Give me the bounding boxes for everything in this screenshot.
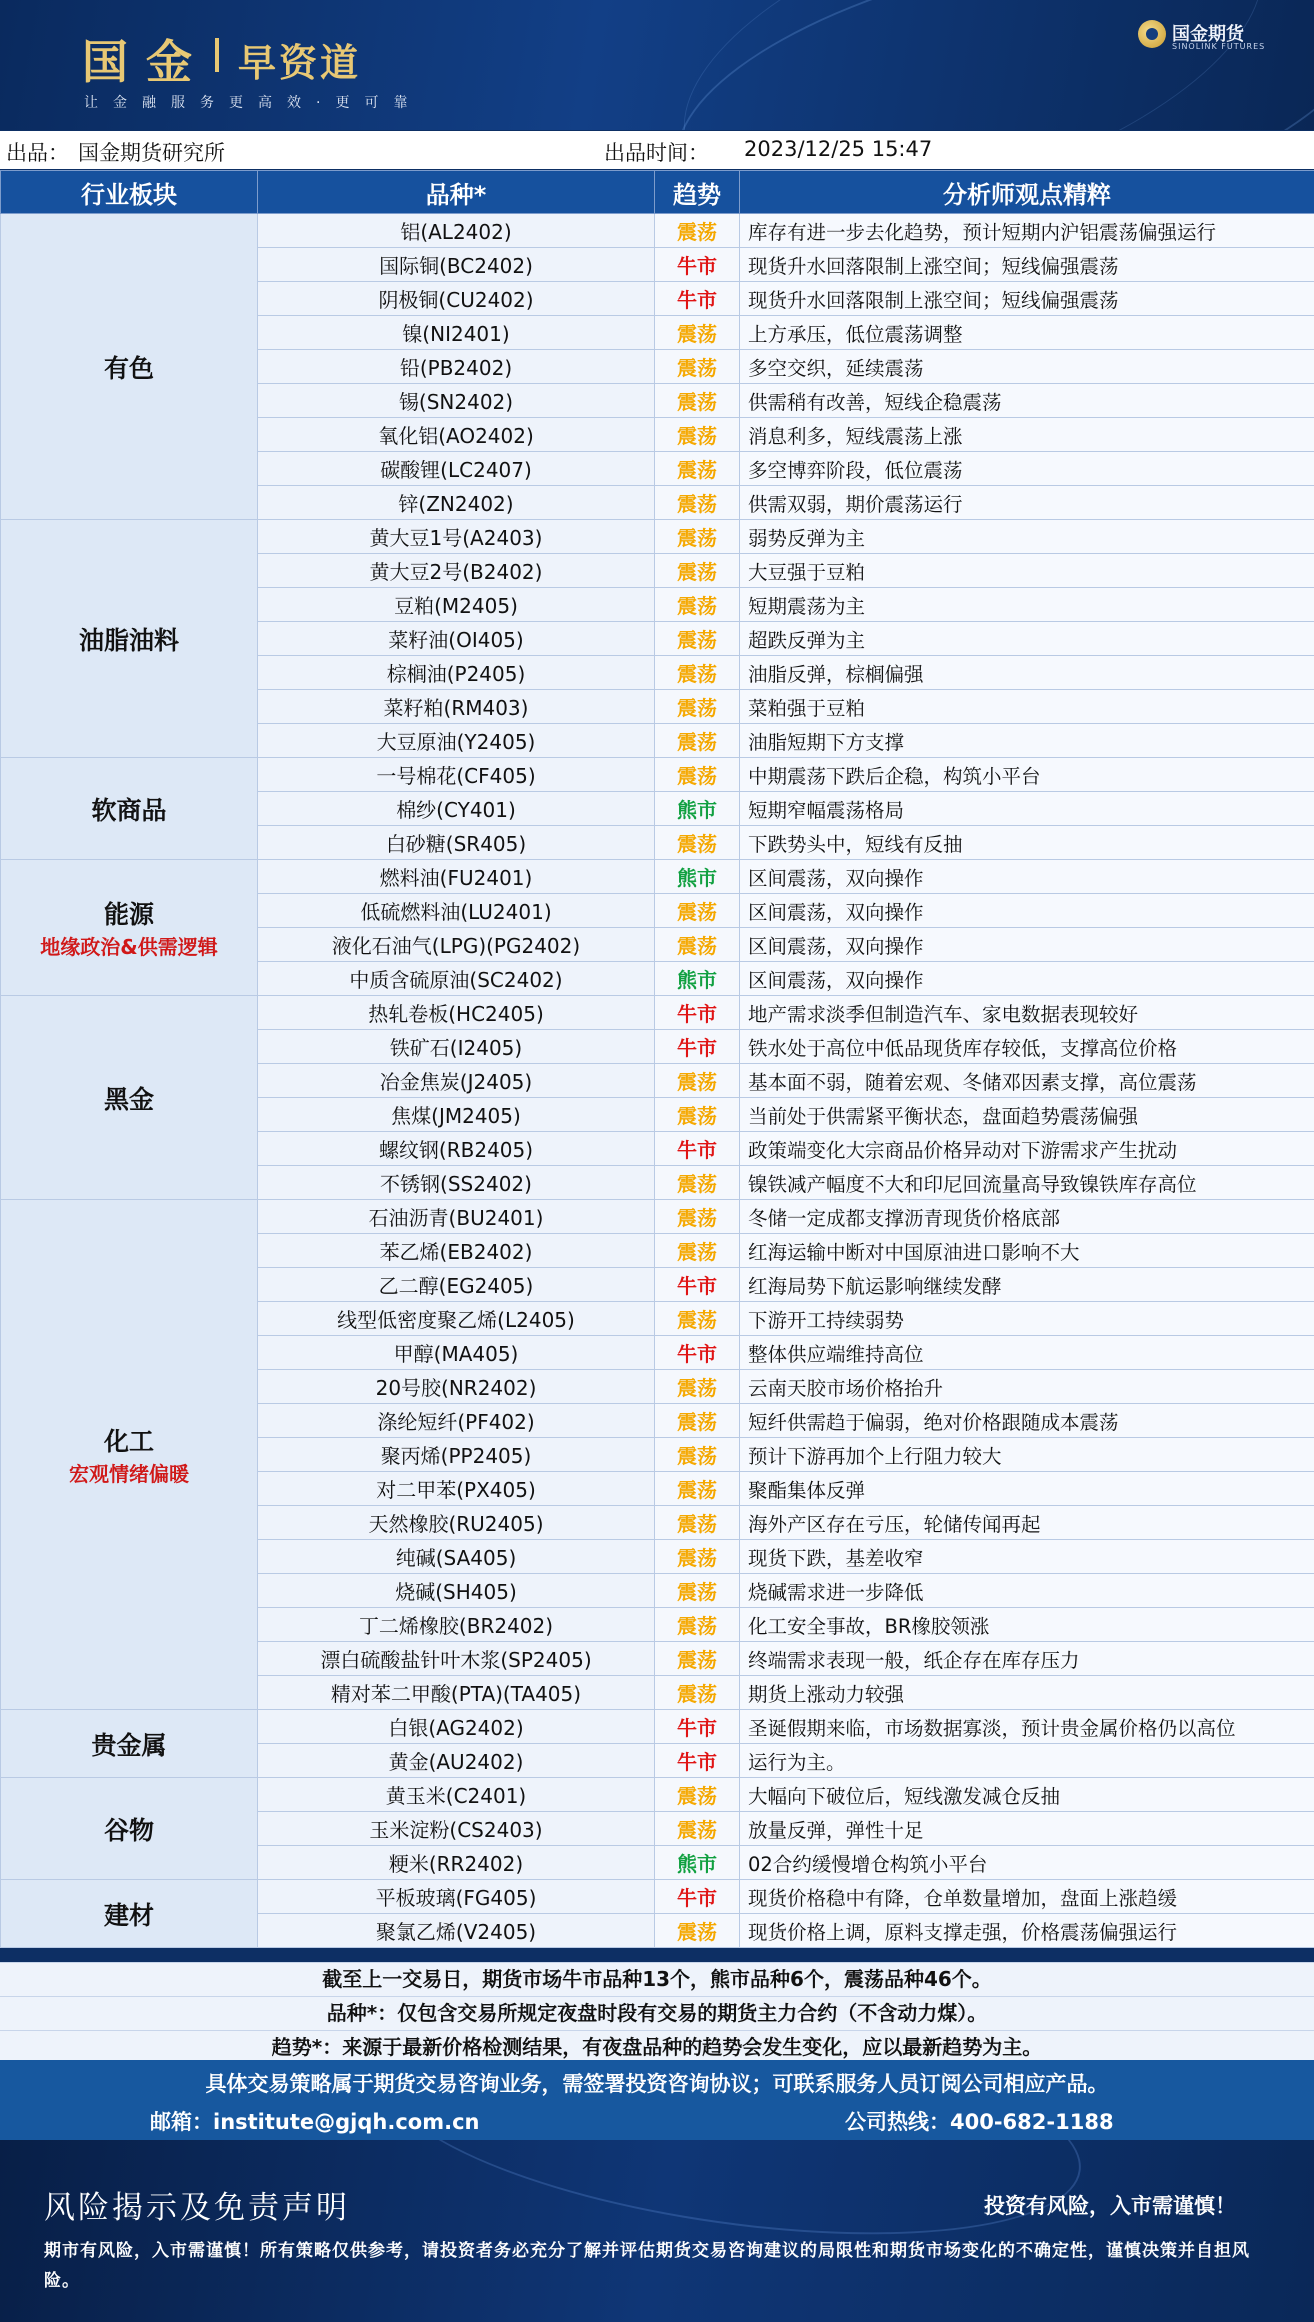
producer-value: 国金期货研究所	[78, 141, 225, 165]
sector-name: 软商品	[91, 795, 167, 825]
trend-value: 震荡	[655, 1676, 740, 1710]
analyst-view: 整体供应端维持高位	[740, 1336, 1314, 1370]
item-name: 低硫燃料油(LU2401)	[258, 894, 655, 928]
analyst-view: 终端需求表现一般，纸企存在库存压力	[740, 1642, 1314, 1676]
item-name: 棉纱(CY401)	[258, 792, 655, 826]
analyst-view: 供需双弱，期价震荡运行	[740, 486, 1314, 520]
trend-value: 牛市	[655, 1880, 740, 1914]
item-name: 一号棉花(CF405)	[258, 758, 655, 792]
trend-value: 震荡	[655, 418, 740, 452]
table-row	[1, 996, 1314, 1030]
item-name: 白银(AG2402)	[258, 1710, 655, 1744]
analyst-view: 供需稍有改善，短线企稳震荡	[740, 384, 1314, 418]
table-row	[1, 758, 1314, 792]
trend-value: 牛市	[655, 1030, 740, 1064]
item-name: 棕榈油(P2405)	[258, 656, 655, 690]
trend-value: 震荡	[655, 724, 740, 758]
sector-name: 谷物	[103, 1815, 154, 1845]
analyst-view: 库存有进一步去化趋势，预计短期内沪铝震荡偏强运行	[740, 214, 1314, 248]
analyst-view: 地产需求淡季但制造汽车、家电数据表现较好	[740, 996, 1314, 1030]
table-header-row	[1, 171, 1314, 214]
analyst-view: 现货升水回落限制上涨空间；短线偏强震荡	[740, 282, 1314, 316]
item-name: 苯乙烯(EB2402)	[258, 1234, 655, 1268]
sector-name: 建材	[103, 1900, 154, 1930]
brand-logo-text: 国金	[82, 35, 210, 89]
analyst-view: 圣诞假期来临，市场数据寡淡，预计贵金属价格仍以高位	[740, 1710, 1314, 1744]
trend-value: 震荡	[655, 316, 740, 350]
trend-value: 震荡	[655, 554, 740, 588]
item-name: 黄大豆1号(A2403)	[258, 520, 655, 554]
sector-name: 油脂油料	[78, 625, 179, 655]
summary-line: 截至上一交易日，期货市场牛市品种13个，熊市品种6个，震荡品种46个。	[0, 1962, 1314, 1996]
trend-value: 震荡	[655, 1642, 740, 1676]
trend-value: 熊市	[655, 1846, 740, 1880]
trend-value: 震荡	[655, 1166, 740, 1200]
sector-cell	[1, 860, 258, 996]
trend-value: 震荡	[655, 690, 740, 724]
sector-cell	[1, 758, 258, 860]
analyst-view: 镍铁减产幅度不大和印尼回流量高导致镍铁库存高位	[740, 1166, 1314, 1200]
disclaimer-title: 风险揭示及免责声明	[44, 2190, 350, 2226]
sector-cell	[1, 1200, 258, 1710]
trend-value: 震荡	[655, 758, 740, 792]
analyst-view: 红海局势下航运影响继续发酵	[740, 1268, 1314, 1302]
analyst-view: 区间震荡，双向操作	[740, 962, 1314, 996]
table-row	[1, 520, 1314, 554]
analyst-view: 油脂反弹，棕榈偏强	[740, 656, 1314, 690]
trend-value: 震荡	[655, 1506, 740, 1540]
analyst-view: 预计下游再加个上行阻力较大	[740, 1438, 1314, 1472]
analyst-view: 放量反弹，弹性十足	[740, 1812, 1314, 1846]
trend-value: 牛市	[655, 1132, 740, 1166]
trend-value: 牛市	[655, 996, 740, 1030]
item-name: 丁二烯橡胶(BR2402)	[258, 1608, 655, 1642]
trend-value: 震荡	[655, 520, 740, 554]
table-row	[1, 860, 1314, 894]
trend-value: 震荡	[655, 1064, 740, 1098]
trend-value: 熊市	[655, 860, 740, 894]
hotline-text: 公司热线：400-682-1188	[845, 2110, 1114, 2134]
analyst-view: 期货上涨动力较强	[740, 1676, 1314, 1710]
analyst-view: 烧碱需求进一步降低	[740, 1574, 1314, 1608]
table-row	[1, 1710, 1314, 1744]
item-name: 豆粕(M2405)	[258, 588, 655, 622]
item-name: 铁矿石(I2405)	[258, 1030, 655, 1064]
header-banner	[0, 0, 1314, 130]
sector-cell	[1, 996, 258, 1200]
table-row	[1, 214, 1314, 248]
analyst-view: 基本面不弱，随着宏观、冬储邓因素支撑，高位震荡	[740, 1064, 1314, 1098]
trend-value: 熊市	[655, 962, 740, 996]
trend-value: 震荡	[655, 350, 740, 384]
analyst-view: 下游开工持续弱势	[740, 1302, 1314, 1336]
trend-value: 震荡	[655, 1098, 740, 1132]
trend-value: 熊市	[655, 792, 740, 826]
analyst-view: 区间震荡，双向操作	[740, 860, 1314, 894]
trend-value: 震荡	[655, 1778, 740, 1812]
analyst-view: 现货下跌，基差收窄	[740, 1540, 1314, 1574]
item-name: 黄玉米(C2401)	[258, 1778, 655, 1812]
trend-value: 震荡	[655, 656, 740, 690]
trend-value: 震荡	[655, 1404, 740, 1438]
contact-bar	[0, 2060, 1314, 2140]
trend-value: 牛市	[655, 282, 740, 316]
trend-value: 牛市	[655, 1336, 740, 1370]
time-value: 2023/12/25 15:47	[744, 137, 933, 161]
brand-slogan: 让金融服务更高效·更可靠	[84, 95, 423, 111]
sector-cell	[1, 1880, 258, 1948]
summary-block	[0, 1962, 1314, 2064]
item-name: 精对苯二甲酸(PTA)(TA405)	[258, 1676, 655, 1710]
sector-name: 能源	[103, 900, 154, 929]
trend-value: 震荡	[655, 1540, 740, 1574]
sector-cell	[1, 520, 258, 758]
item-name: 国际铜(BC2402)	[258, 248, 655, 282]
item-name: 聚丙烯(PP2405)	[258, 1438, 655, 1472]
trend-value: 震荡	[655, 1370, 740, 1404]
item-name: 涤纶短纤(PF402)	[258, 1404, 655, 1438]
analyst-view: 弱势反弹为主	[740, 520, 1314, 554]
analyst-view: 02合约缓慢增仓构筑小平台	[740, 1846, 1314, 1880]
analyst-view: 上方承压，低位震荡调整	[740, 316, 1314, 350]
table-row	[1, 1778, 1314, 1812]
strategy-note: 具体交易策略属于期货交易咨询业务，需签署投资咨询协议；可联系服务人员订阅公司相应产品。	[205, 2072, 1109, 2096]
corp-name: 国金期货	[1172, 24, 1244, 45]
summary-line: 品种*：仅包含交易所规定夜盘时段有交易的期货主力合约（不含动力煤）。	[0, 1996, 1314, 2030]
item-name: 不锈钢(SS2402)	[258, 1166, 655, 1200]
producer-label: 出品：	[6, 141, 69, 165]
analyst-view: 政策端变化大宗商品价格异动对下游需求产生扰动	[740, 1132, 1314, 1166]
item-name: 碳酸锂(LC2407)	[258, 452, 655, 486]
trend-value: 震荡	[655, 1438, 740, 1472]
item-name: 线型低密度聚乙烯(L2405)	[258, 1302, 655, 1336]
trend-value: 震荡	[655, 1608, 740, 1642]
trend-value: 震荡	[655, 214, 740, 248]
analyst-view: 多空交织，延续震荡	[740, 350, 1314, 384]
item-name: 大豆原油(Y2405)	[258, 724, 655, 758]
item-name: 对二甲苯(PX405)	[258, 1472, 655, 1506]
sector-note: 宏观情绪偏暖	[69, 1462, 189, 1486]
trend-value: 震荡	[655, 452, 740, 486]
sector-note: 地缘政治&供需逻辑	[40, 935, 218, 959]
analyst-view: 现货价格上调，原料支撑走强，价格震荡偏强运行	[740, 1914, 1314, 1948]
sector-name: 化工	[103, 1427, 154, 1456]
sector-name: 黑金	[103, 1084, 154, 1114]
item-name: 铅(PB2402)	[258, 350, 655, 384]
disclaimer-text: 期市有风险，入市需谨慎！所有策略仅供参考，请投资者务必充分了解并评估期货交易咨询建议的局限性和期货市场变化的不确定性，谨慎决策并自担风险。	[44, 2241, 1250, 2291]
item-name: 菜籽油(OI405)	[258, 622, 655, 656]
item-name: 铝(AL2402)	[258, 214, 655, 248]
item-name: 漂白硫酸盐针叶木浆(SP2405)	[258, 1642, 655, 1676]
item-name: 镍(NI2401)	[258, 316, 655, 350]
analyst-view: 化工安全事故，BR橡胶领涨	[740, 1608, 1314, 1642]
analyst-view: 油脂短期下方支撑	[740, 724, 1314, 758]
analyst-view: 短纤供需趋于偏弱，绝对价格跟随成本震荡	[740, 1404, 1314, 1438]
trend-value: 牛市	[655, 1710, 740, 1744]
analyst-view: 多空博弈阶段，低位震荡	[740, 452, 1314, 486]
corp-english-name: SINOLINK FUTURES	[1172, 42, 1266, 51]
item-name: 乙二醇(EG2405)	[258, 1268, 655, 1302]
sector-name: 有色	[103, 353, 154, 383]
analyst-view: 铁水处于高位中低品现货库存较低，支撑高位价格	[740, 1030, 1314, 1064]
brand-column-name: 早资道	[238, 41, 362, 85]
trend-value: 震荡	[655, 1234, 740, 1268]
trend-value: 震荡	[655, 1574, 740, 1608]
analyst-view: 超跌反弹为主	[740, 622, 1314, 656]
item-name: 天然橡胶(RU2405)	[258, 1506, 655, 1540]
corp-logo-icon	[1138, 20, 1166, 48]
brand-separator	[215, 38, 219, 72]
analyst-view: 现货价格稳中有降，仓单数量增加，盘面上涨趋缓	[740, 1880, 1314, 1914]
item-name: 冶金焦炭(J2405)	[258, 1064, 655, 1098]
trend-value: 牛市	[655, 1268, 740, 1302]
analyst-view: 短期窄幅震荡格局	[740, 792, 1314, 826]
header-item: 品种*	[258, 171, 655, 214]
item-name: 纯碱(SA405)	[258, 1540, 655, 1574]
analyst-view: 红海运输中断对中国原油进口影响不大	[740, 1234, 1314, 1268]
analyst-view: 聚酯集体反弹	[740, 1472, 1314, 1506]
analyst-view: 短期震荡为主	[740, 588, 1314, 622]
item-name: 黄大豆2号(B2402)	[258, 554, 655, 588]
trend-value: 震荡	[655, 1472, 740, 1506]
trend-value: 震荡	[655, 1302, 740, 1336]
item-name: 热轧卷板(HC2405)	[258, 996, 655, 1030]
email-text: 邮箱：institute@gjqh.com.cn	[150, 2110, 480, 2134]
analyst-view: 中期震荡下跌后企稳，构筑小平台	[740, 758, 1314, 792]
trend-value: 震荡	[655, 1914, 740, 1948]
item-name: 焦煤(JM2405)	[258, 1098, 655, 1132]
item-name: 锌(ZN2402)	[258, 486, 655, 520]
item-name: 螺纹钢(RB2405)	[258, 1132, 655, 1166]
trend-value: 震荡	[655, 826, 740, 860]
analyst-view: 当前处于供需紧平衡状态，盘面趋势震荡偏强	[740, 1098, 1314, 1132]
analyst-view: 大豆强于豆粕	[740, 554, 1314, 588]
item-name: 阴极铜(CU2402)	[258, 282, 655, 316]
sector-name: 贵金属	[91, 1730, 167, 1760]
analyst-view: 区间震荡，双向操作	[740, 928, 1314, 962]
analyst-view: 现货升水回落限制上涨空间；短线偏强震荡	[740, 248, 1314, 282]
table-row	[1, 1880, 1314, 1914]
item-name: 中质含硫原油(SC2402)	[258, 962, 655, 996]
analyst-view: 云南天胶市场价格抬升	[740, 1370, 1314, 1404]
item-name: 氧化铝(AO2402)	[258, 418, 655, 452]
item-name: 白砂糖(SR405)	[258, 826, 655, 860]
analyst-view: 冬储一定成都支撑沥青现货价格底部	[740, 1200, 1314, 1234]
item-name: 甲醇(MA405)	[258, 1336, 655, 1370]
item-name: 平板玻璃(FG405)	[258, 1880, 655, 1914]
trend-value: 震荡	[655, 384, 740, 418]
trend-value: 震荡	[655, 1812, 740, 1846]
analyst-view: 海外产区存在亏压，轮储传闻再起	[740, 1506, 1314, 1540]
disclaimer-banner	[0, 2140, 1314, 2322]
summary-line: 趋势*：来源于最新价格检测结果，有夜盘品种的趋势会发生变化，应以最新趋势为主。	[0, 2030, 1314, 2064]
trend-value: 震荡	[655, 486, 740, 520]
time-label: 出品时间：	[604, 141, 709, 165]
item-name: 燃料油(FU2401)	[258, 860, 655, 894]
header-sector: 行业板块	[1, 171, 258, 214]
trend-value: 震荡	[655, 588, 740, 622]
trend-value: 震荡	[655, 928, 740, 962]
sector-cell	[1, 1710, 258, 1778]
analyst-view: 消息利多，短线震荡上涨	[740, 418, 1314, 452]
analyst-view: 区间震荡，双向操作	[740, 894, 1314, 928]
analyst-view: 大幅向下破位后，短线激发减仓反抽	[740, 1778, 1314, 1812]
sector-cell	[1, 214, 258, 520]
trend-value: 牛市	[655, 248, 740, 282]
item-name: 粳米(RR2402)	[258, 1846, 655, 1880]
market-table	[0, 170, 1314, 1948]
table-body	[1, 214, 1314, 1948]
trend-value: 震荡	[655, 894, 740, 928]
analyst-view: 菜粕强于豆粕	[740, 690, 1314, 724]
item-name: 锡(SN2402)	[258, 384, 655, 418]
table-row	[1, 1200, 1314, 1234]
item-name: 黄金(AU2402)	[258, 1744, 655, 1778]
analyst-view: 下跌势头中，短线有反抽	[740, 826, 1314, 860]
item-name: 石油沥青(BU2401)	[258, 1200, 655, 1234]
item-name: 液化石油气(LPG)(PG2402)	[258, 928, 655, 962]
analyst-view: 运行为主。	[740, 1744, 1314, 1778]
item-name: 菜籽粕(RM403)	[258, 690, 655, 724]
item-name: 烧碱(SH405)	[258, 1574, 655, 1608]
item-name: 玉米淀粉(CS2403)	[258, 1812, 655, 1846]
header-trend: 趋势	[655, 171, 740, 214]
item-name: 20号胶(NR2402)	[258, 1370, 655, 1404]
trend-value: 震荡	[655, 622, 740, 656]
item-name: 聚氯乙烯(V2405)	[258, 1914, 655, 1948]
trend-value: 震荡	[655, 1200, 740, 1234]
info-bar	[0, 131, 1314, 169]
sector-cell	[1, 1778, 258, 1880]
disclaimer-warning: 投资有风险，入市需谨慎！	[984, 2194, 1236, 2218]
trend-value: 牛市	[655, 1744, 740, 1778]
header-view: 分析师观点精粹	[740, 171, 1314, 214]
